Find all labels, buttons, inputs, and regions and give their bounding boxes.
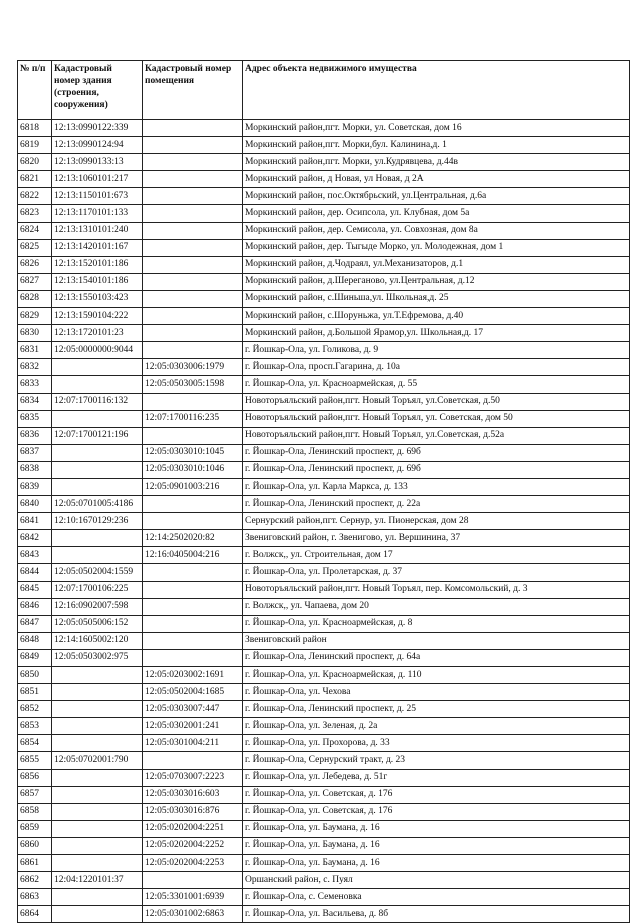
building-cadastral-cell: 12:16:0902007:598 (52, 598, 143, 615)
table-row (18, 496, 630, 513)
building-cadastral-cell (52, 855, 143, 872)
address-cell: г. Волжск,, ул. Чапаева, дом 20 (243, 598, 630, 615)
room-cadastral-cell (143, 427, 243, 444)
room-cadastral-cell: 12:05:0202004:2251 (143, 820, 243, 837)
address-cell: г. Йошкар-Ола, ул. Красноармейская, д. 8 (243, 615, 630, 632)
table-row (18, 889, 630, 906)
table-row (18, 684, 630, 701)
building-cadastral-cell (52, 359, 143, 376)
building-cadastral-cell (52, 461, 143, 478)
address-cell: Новоторъяльский район,пгт. Новый Торъял, пер. Комсомольский, д. 3 (243, 581, 630, 598)
row-number-cell: 6839 (18, 478, 52, 495)
row-number-cell: 6856 (18, 769, 52, 786)
table-row (18, 752, 630, 769)
address-cell: г. Йошкар-Ола, Сернурский тракт, д. 23 (243, 752, 630, 769)
row-number-cell: 6828 (18, 290, 52, 307)
table-row (18, 701, 630, 718)
address-cell: Моркинский район,пгт. Морки, ул. Советская, дом 16 (243, 120, 630, 137)
building-cadastral-cell (52, 684, 143, 701)
table-row (18, 427, 630, 444)
room-cadastral-cell (143, 615, 243, 632)
room-cadastral-cell (143, 598, 243, 615)
building-cadastral-cell: 12:13:1590104:222 (52, 308, 143, 325)
building-cadastral-cell: 12:10:1670129:236 (52, 513, 143, 530)
room-cadastral-cell: 12:05:0203002:1691 (143, 667, 243, 684)
row-number-cell: 6858 (18, 803, 52, 820)
row-number-cell: 6852 (18, 701, 52, 718)
address-cell: г. Волжск,, ул. Строительная, дом 17 (243, 547, 630, 564)
header-room-cadastral: Кадастровый номер помещения (143, 61, 243, 120)
building-cadastral-cell (52, 376, 143, 393)
room-cadastral-cell (143, 137, 243, 154)
row-number-cell: 6830 (18, 325, 52, 342)
table-row (18, 171, 630, 188)
address-cell: г. Йошкар-Ола, ул. Зеленая, д. 2а (243, 718, 630, 735)
row-number-cell: 6837 (18, 444, 52, 461)
row-number-cell: 6825 (18, 239, 52, 256)
building-cadastral-cell: 12:05:0702001:790 (52, 752, 143, 769)
room-cadastral-cell: 12:05:0202004:2253 (143, 855, 243, 872)
room-cadastral-cell (143, 393, 243, 410)
room-cadastral-cell (143, 632, 243, 649)
address-cell: г. Йошкар-Ола, Ленинский проспект, д. 25 (243, 701, 630, 718)
row-number-cell: 6819 (18, 137, 52, 154)
table-row (18, 632, 630, 649)
address-cell: Новоторъяльский район,пгт. Новый Торъял, ул.Советская, д.50 (243, 393, 630, 410)
address-cell: Моркинский район, с.Шиньша,ул. Школьная,д. 25 (243, 290, 630, 307)
row-number-cell: 6859 (18, 820, 52, 837)
address-cell: г. Йошкар-Ола, Ленинский проспект, д. 22а (243, 496, 630, 513)
room-cadastral-cell: 12:05:0202004:2252 (143, 837, 243, 854)
table-row (18, 667, 630, 684)
row-number-cell: 6824 (18, 222, 52, 239)
address-cell: Моркинский район, дер. Семисола, ул. Совхозная, дом 8а (243, 222, 630, 239)
table-row (18, 342, 630, 359)
room-cadastral-cell (143, 256, 243, 273)
address-cell: Моркинский район,пгт. Морки,бул. Калинина,д. 1 (243, 137, 630, 154)
address-cell: Моркинский район, д.Большой Ярамор,ул. Школьная,д. 17 (243, 325, 630, 342)
table-row (18, 513, 630, 530)
row-number-cell: 6836 (18, 427, 52, 444)
room-cadastral-cell (143, 872, 243, 889)
building-cadastral-cell: 12:13:1170101:133 (52, 205, 143, 222)
table-body (18, 120, 630, 923)
table-row (18, 547, 630, 564)
address-cell: Моркинский район, с.Шоруньжа, ул.Т.Ефремова, д.40 (243, 308, 630, 325)
table-row (18, 205, 630, 222)
room-cadastral-cell (143, 154, 243, 171)
row-number-cell: 6863 (18, 889, 52, 906)
room-cadastral-cell (143, 308, 243, 325)
address-cell: Моркинский район, дер. Тыгыде Морко, ул. Молодежная, дом 1 (243, 239, 630, 256)
row-number-cell: 6854 (18, 735, 52, 752)
building-cadastral-cell: 12:07:1700106:225 (52, 581, 143, 598)
room-cadastral-cell (143, 513, 243, 530)
room-cadastral-cell: 12:05:0303016:603 (143, 786, 243, 803)
building-cadastral-cell: 12:14:1605002:120 (52, 632, 143, 649)
room-cadastral-cell (143, 120, 243, 137)
building-cadastral-cell: 12:13:1150101:673 (52, 188, 143, 205)
table-row (18, 120, 630, 137)
address-cell: Моркинский район, д.Чодраял, ул.Механизаторов, д.1 (243, 256, 630, 273)
header-address: Адрес объекта недвижимого имущества (243, 61, 630, 120)
address-cell: г. Йошкар-Ола, Ленинский проспект, д. 64а (243, 649, 630, 666)
address-cell: г. Йошкар-Ола, ул. Советская, д. 176 (243, 786, 630, 803)
row-number-cell: 6853 (18, 718, 52, 735)
table-row (18, 359, 630, 376)
room-cadastral-cell: 12:05:0502004:1685 (143, 684, 243, 701)
row-number-cell: 6834 (18, 393, 52, 410)
row-number-cell: 6821 (18, 171, 52, 188)
address-cell: Моркинский район,пгт. Морки, ул.Кудрявцева, д.44в (243, 154, 630, 171)
table-header-row (18, 61, 630, 120)
row-number-cell: 6846 (18, 598, 52, 615)
room-cadastral-cell (143, 649, 243, 666)
table-row (18, 239, 630, 256)
building-cadastral-cell: 12:13:1540101:186 (52, 273, 143, 290)
table-row (18, 906, 630, 923)
building-cadastral-cell: 12:13:0990122:339 (52, 120, 143, 137)
header-number: № п/п (18, 61, 52, 120)
row-number-cell: 6833 (18, 376, 52, 393)
table-row (18, 222, 630, 239)
room-cadastral-cell: 12:14:2502020:82 (143, 530, 243, 547)
room-cadastral-cell: 12:05:0503005:1598 (143, 376, 243, 393)
row-number-cell: 6842 (18, 530, 52, 547)
table-row (18, 188, 630, 205)
building-cadastral-cell: 12:13:0990133:13 (52, 154, 143, 171)
table-row (18, 393, 630, 410)
table-row (18, 615, 630, 632)
table-row (18, 376, 630, 393)
row-number-cell: 6855 (18, 752, 52, 769)
room-cadastral-cell (143, 205, 243, 222)
address-cell: г. Йошкар-Ола, ул. Баумана, д. 16 (243, 837, 630, 854)
building-cadastral-cell (52, 803, 143, 820)
row-number-cell: 6818 (18, 120, 52, 137)
address-cell: г. Йошкар-Ола, ул. Баумана, д. 16 (243, 855, 630, 872)
row-number-cell: 6850 (18, 667, 52, 684)
address-cell: Звениговский район (243, 632, 630, 649)
table-row (18, 325, 630, 342)
table-row (18, 444, 630, 461)
building-cadastral-cell: 12:13:1720101:23 (52, 325, 143, 342)
address-cell: Новоторъяльский район,пгт. Новый Торъял, ул.Советская, д.52а (243, 427, 630, 444)
table-row (18, 137, 630, 154)
room-cadastral-cell (143, 564, 243, 581)
room-cadastral-cell (143, 188, 243, 205)
row-number-cell: 6849 (18, 649, 52, 666)
building-cadastral-cell (52, 820, 143, 837)
building-cadastral-cell: 12:05:0701005:4186 (52, 496, 143, 513)
table-row (18, 256, 630, 273)
room-cadastral-cell (143, 342, 243, 359)
room-cadastral-cell: 12:05:0901003:216 (143, 478, 243, 495)
address-cell: г. Йошкар-Ола, ул. Прохорова, д. 33 (243, 735, 630, 752)
address-cell: г. Йошкар-Ола, ул. Лебедева, д. 51г (243, 769, 630, 786)
building-cadastral-cell (52, 530, 143, 547)
building-cadastral-cell (52, 735, 143, 752)
building-cadastral-cell: 12:05:0502004:1559 (52, 564, 143, 581)
header-building-cadastral: Кадастровый номер здания (строения, сооружения) (52, 61, 143, 120)
row-number-cell: 6827 (18, 273, 52, 290)
room-cadastral-cell: 12:05:3301001:6939 (143, 889, 243, 906)
room-cadastral-cell: 12:05:0303010:1045 (143, 444, 243, 461)
row-number-cell: 6843 (18, 547, 52, 564)
row-number-cell: 6851 (18, 684, 52, 701)
table-row (18, 855, 630, 872)
room-cadastral-cell (143, 325, 243, 342)
row-number-cell: 6857 (18, 786, 52, 803)
row-number-cell: 6822 (18, 188, 52, 205)
address-cell: Звениговский район, г. Звенигово, ул. Вершинина, 37 (243, 530, 630, 547)
row-number-cell: 6826 (18, 256, 52, 273)
building-cadastral-cell (52, 547, 143, 564)
table-row (18, 649, 630, 666)
table-row (18, 564, 630, 581)
address-cell: Моркинский район, дер. Осипсола, ул. Клубная, дом 5а (243, 205, 630, 222)
room-cadastral-cell: 12:05:0303016:876 (143, 803, 243, 820)
building-cadastral-cell (52, 786, 143, 803)
address-cell: Сернурский район,пгт. Сернур, ул. Пионерская, дом 28 (243, 513, 630, 530)
table-row (18, 803, 630, 820)
row-number-cell: 6862 (18, 872, 52, 889)
row-number-cell: 6835 (18, 410, 52, 427)
room-cadastral-cell: 12:05:0301002:6863 (143, 906, 243, 923)
row-number-cell: 6848 (18, 632, 52, 649)
table-row (18, 581, 630, 598)
room-cadastral-cell (143, 581, 243, 598)
address-cell: Моркинский район, д Новая, ул Новая, д 2А (243, 171, 630, 188)
building-cadastral-cell (52, 410, 143, 427)
building-cadastral-cell: 12:07:1700121:196 (52, 427, 143, 444)
address-cell: г. Йошкар-Ола, ул. Красноармейская, д. 55 (243, 376, 630, 393)
address-cell: Новоторъяльский район,пгт. Новый Торъял, ул. Советская, дом 50 (243, 410, 630, 427)
building-cadastral-cell (52, 478, 143, 495)
table-row (18, 598, 630, 615)
room-cadastral-cell: 12:05:0302001:241 (143, 718, 243, 735)
room-cadastral-cell: 12:16:0405004:216 (143, 547, 243, 564)
row-number-cell: 6829 (18, 308, 52, 325)
row-number-cell: 6820 (18, 154, 52, 171)
table-row (18, 735, 630, 752)
address-cell: г. Йошкар-Ола, ул. Красноармейская, д. 110 (243, 667, 630, 684)
address-cell: г. Йошкар-Ола, Ленинский проспект, д. 69б (243, 444, 630, 461)
building-cadastral-cell: 12:05:0000000:9044 (52, 342, 143, 359)
row-number-cell: 6861 (18, 855, 52, 872)
room-cadastral-cell (143, 752, 243, 769)
table-row (18, 290, 630, 307)
row-number-cell: 6845 (18, 581, 52, 598)
row-number-cell: 6860 (18, 837, 52, 854)
address-cell: г. Йошкар-Ола, ул. Советская, д. 176 (243, 803, 630, 820)
building-cadastral-cell (52, 667, 143, 684)
room-cadastral-cell (143, 273, 243, 290)
room-cadastral-cell: 12:05:0303010:1046 (143, 461, 243, 478)
address-cell: Моркинский район, пос.Октябрьский, ул.Центральная, д.6а (243, 188, 630, 205)
row-number-cell: 6832 (18, 359, 52, 376)
building-cadastral-cell (52, 444, 143, 461)
row-number-cell: 6840 (18, 496, 52, 513)
room-cadastral-cell (143, 496, 243, 513)
building-cadastral-cell: 12:05:0503002:975 (52, 649, 143, 666)
room-cadastral-cell: 12:05:0703007:2223 (143, 769, 243, 786)
address-cell: г. Йошкар-Ола, ул. Васильева, д. 8б (243, 906, 630, 923)
document-page (17, 60, 629, 923)
table-row (18, 154, 630, 171)
room-cadastral-cell: 12:05:0303007:447 (143, 701, 243, 718)
building-cadastral-cell: 12:05:0505006:152 (52, 615, 143, 632)
table-row (18, 308, 630, 325)
building-cadastral-cell (52, 837, 143, 854)
address-cell: г. Йошкар-Ола, ул. Чехова (243, 684, 630, 701)
table-row (18, 461, 630, 478)
table-row (18, 872, 630, 889)
address-cell: г. Йошкар-Ола, с. Семеновка (243, 889, 630, 906)
address-cell: г. Йошкар-Ола, Ленинский проспект, д. 69б (243, 461, 630, 478)
address-cell: г. Йошкар-Ола, просп.Гагарина, д. 10а (243, 359, 630, 376)
row-number-cell: 6838 (18, 461, 52, 478)
building-cadastral-cell: 12:13:1520101:186 (52, 256, 143, 273)
room-cadastral-cell (143, 290, 243, 307)
row-number-cell: 6864 (18, 906, 52, 923)
row-number-cell: 6847 (18, 615, 52, 632)
address-cell: Оршанский район, с. Пуял (243, 872, 630, 889)
address-cell: г. Йошкар-Ола, ул. Баумана, д. 16 (243, 820, 630, 837)
table-row (18, 786, 630, 803)
room-cadastral-cell: 12:05:0303006:1979 (143, 359, 243, 376)
table-row (18, 837, 630, 854)
building-cadastral-cell (52, 718, 143, 735)
row-number-cell: 6841 (18, 513, 52, 530)
table-row (18, 530, 630, 547)
address-cell: г. Йошкар-Ола, ул. Голикова, д. 9 (243, 342, 630, 359)
room-cadastral-cell: 12:05:0301004:211 (143, 735, 243, 752)
table-row (18, 410, 630, 427)
address-cell: г. Йошкар-Ола, ул. Пролетарская, д. 37 (243, 564, 630, 581)
room-cadastral-cell: 12:07:1700116:235 (143, 410, 243, 427)
address-cell: Моркинский район, д.Шереганово, ул.Центральная, д.12 (243, 273, 630, 290)
address-cell: г. Йошкар-Ола, ул. Карла Маркса, д. 133 (243, 478, 630, 495)
table-row (18, 478, 630, 495)
building-cadastral-cell: 12:13:1550103:423 (52, 290, 143, 307)
building-cadastral-cell: 12:07:1700116:132 (52, 393, 143, 410)
table-row (18, 273, 630, 290)
room-cadastral-cell (143, 222, 243, 239)
table-row (18, 718, 630, 735)
building-cadastral-cell: 12:13:1060101:217 (52, 171, 143, 188)
row-number-cell: 6823 (18, 205, 52, 222)
property-registry-table (17, 60, 630, 923)
building-cadastral-cell (52, 906, 143, 923)
table-row (18, 769, 630, 786)
building-cadastral-cell: 12:13:1420101:167 (52, 239, 143, 256)
room-cadastral-cell (143, 239, 243, 256)
row-number-cell: 6831 (18, 342, 52, 359)
table-row (18, 820, 630, 837)
building-cadastral-cell (52, 889, 143, 906)
row-number-cell: 6844 (18, 564, 52, 581)
room-cadastral-cell (143, 171, 243, 188)
building-cadastral-cell: 12:13:0990124:94 (52, 137, 143, 154)
building-cadastral-cell (52, 701, 143, 718)
building-cadastral-cell: 12:04:1220101:37 (52, 872, 143, 889)
building-cadastral-cell (52, 769, 143, 786)
building-cadastral-cell: 12:13:1310101:240 (52, 222, 143, 239)
